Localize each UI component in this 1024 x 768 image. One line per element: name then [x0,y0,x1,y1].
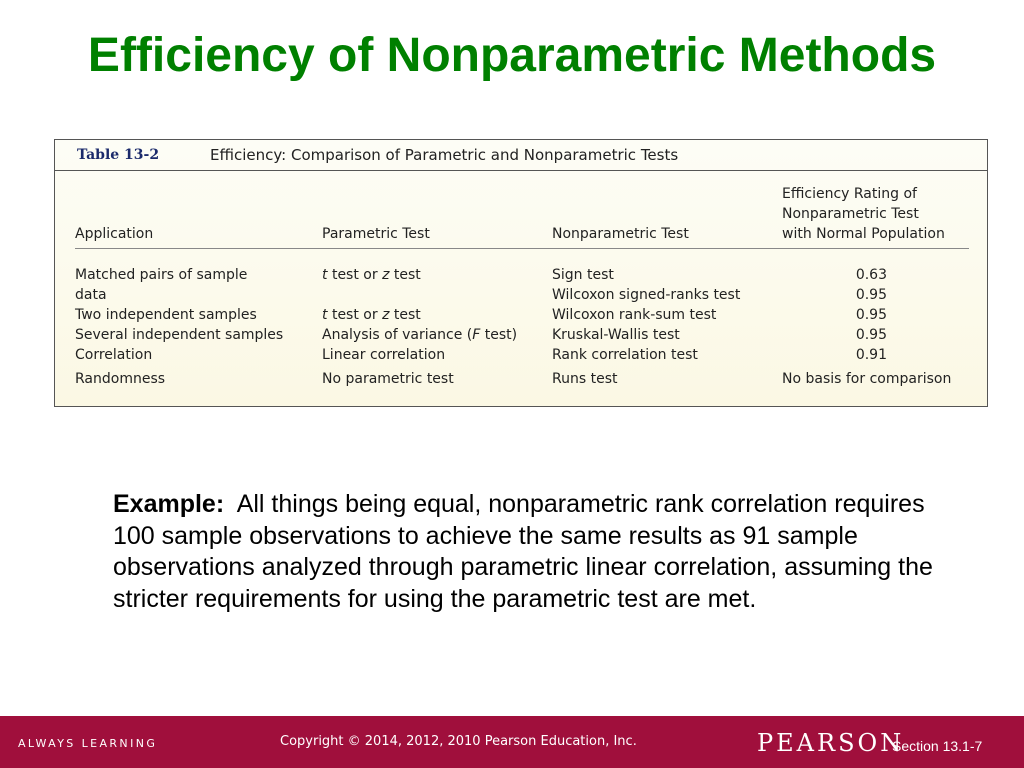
example-text: All things being equal, nonparametric rank correlation requires 100 sample observations to achieve the same results as 91 sample observations analyzed through parametric linear correlation, assuming the stricter requirements for using the parametric test are met. [113,490,933,613]
cell-nonparametric: Wilcoxon rank-sum test [552,307,717,323]
cell-nonparametric: Rank correlation test [552,347,698,363]
cell-application: data [75,287,107,303]
cell-application: Two independent samples [75,307,257,323]
cell-efficiency: 0.95 [855,287,887,303]
section-number: Section 13.1-7 [892,738,983,754]
cell-parametric: Linear correlation [322,347,446,363]
cell-application: Correlation [75,347,153,363]
column-header-application: Application [75,226,154,242]
comparison-table [54,139,988,407]
cell-nonparametric: Wilcoxon signed-ranks test [552,287,741,303]
efficiency-header-line: Nonparametric Test [782,206,919,222]
cell-application: Several independent samples [75,327,284,343]
cell-application: Randomness [75,371,166,387]
efficiency-header-line: with Normal Population [782,226,945,242]
table-row [75,369,969,389]
example-paragraph [113,489,953,615]
efficiency-header-line: Efficiency Rating of [782,186,917,202]
cell-parametric: t test or z test [322,307,421,323]
footer-bar [0,716,1024,768]
cell-nonparametric: Runs test [552,371,618,387]
table-row [75,345,969,365]
example-label: Example: [113,490,225,518]
cell-parametric: No parametric test [322,371,454,387]
column-header-efficiency [782,184,945,244]
pearson-logo: PEARSON [757,729,905,757]
cell-efficiency: No basis for comparison [782,371,952,387]
table-caption: Efficiency: Comparison of Parametric and Nonparametric Tests [210,146,679,164]
table-row [75,305,969,325]
cell-parametric: t test or z test [322,267,421,283]
cell-application: Matched pairs of sample [75,267,248,283]
footer-tagline: ALWAYS LEARNING [18,737,158,750]
table-row [75,265,969,285]
column-header-nonparametric: Nonparametric Test [552,226,689,242]
table-row [75,285,969,305]
slide-title: Efficiency of Nonparametric Methods [87,29,937,82]
cell-parametric: Analysis of variance (F test) [322,327,518,343]
cell-nonparametric: Sign test [552,267,614,283]
cell-efficiency: 0.95 [855,327,887,343]
table-number: Table 13-2 [77,147,160,163]
cell-efficiency: 0.63 [855,267,887,283]
column-header-parametric: Parametric Test [322,226,430,242]
cell-efficiency: 0.91 [855,347,887,363]
cell-nonparametric: Kruskal-Wallis test [552,327,680,343]
table-row [75,325,969,345]
cell-efficiency: 0.95 [855,307,887,323]
footer-copyright: Copyright © 2014, 2012, 2010 Pearson Education, Inc. [280,734,637,749]
table-header [55,140,987,171]
column-header-row [75,186,969,249]
